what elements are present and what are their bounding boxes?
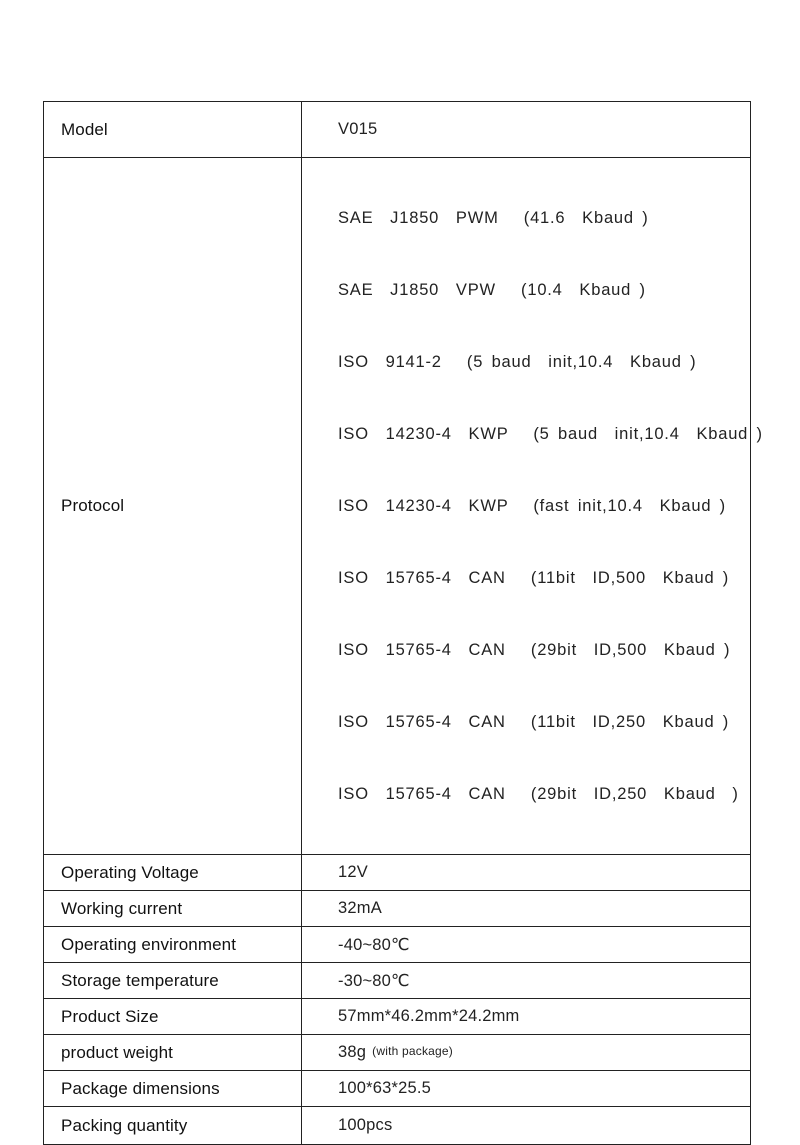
spec-row-protocol [44,158,751,855]
spec-table [43,101,763,1145]
spec-value: -40~80℃ [302,927,751,963]
spec-value-note: (with package) [372,1044,453,1058]
spec-label: Model [44,102,302,158]
spec-label: Product Size [44,999,302,1035]
protocol-item: ISO 15765-4 CAN (29bit ID,500 Kbaud ) [338,641,731,659]
spec-value: 32mA [302,891,751,927]
spec-row-product-weight [44,1035,751,1071]
spec-row-model [44,102,751,158]
protocol-item: ISO 15765-4 CAN (29bit ID,250 Kbaud ) [338,785,739,803]
protocol-list-cell [302,158,763,855]
spec-label: Packing quantity [44,1107,302,1145]
spec-label: Operating Voltage [44,855,302,891]
protocol-item: ISO 9141-2 (5 baud init,10.4 Kbaud ) [338,353,697,371]
spec-value: 57mm*46.2mm*24.2mm [302,999,751,1035]
protocol-list [338,158,763,854]
spec-row-working-current [44,891,751,927]
protocol-item: ISO 15765-4 CAN (11bit ID,250 Kbaud ) [338,713,730,731]
protocol-item: SAE J1850 VPW (10.4 Kbaud ) [338,281,646,299]
spec-label: Package dimensions [44,1071,302,1107]
protocol-item: SAE J1850 PWM (41.6 Kbaud ) [338,209,649,227]
spec-label: Operating environment [44,927,302,963]
spec-label: product weight [44,1035,302,1071]
protocol-item: ISO 14230-4 KWP (5 baud init,10.4 Kbaud ) [338,425,763,443]
spec-row-packing-quantity [44,1107,751,1145]
spec-label: Protocol [44,158,302,855]
spec-value-cell [302,1035,751,1071]
spec-row-package-dimensions [44,1071,751,1107]
spec-row-product-size [44,999,751,1035]
spec-value: 38g [338,1043,367,1061]
spec-label: Working current [44,891,302,927]
spec-value: 100pcs [302,1107,751,1145]
spec-row-storage-temperature [44,963,751,999]
protocol-item: ISO 15765-4 CAN (11bit ID,500 Kbaud ) [338,569,730,587]
spec-value: 12V [302,855,751,891]
spec-label: Storage temperature [44,963,302,999]
spec-row-operating-voltage [44,855,751,891]
spec-value: 100*63*25.5 [302,1071,751,1107]
spec-value: V015 [302,102,751,158]
protocol-item: ISO 14230-4 KWP (fast init,10.4 Kbaud ) [338,497,726,515]
spec-value: -30~80℃ [302,963,751,999]
spec-row-operating-environment [44,927,751,963]
